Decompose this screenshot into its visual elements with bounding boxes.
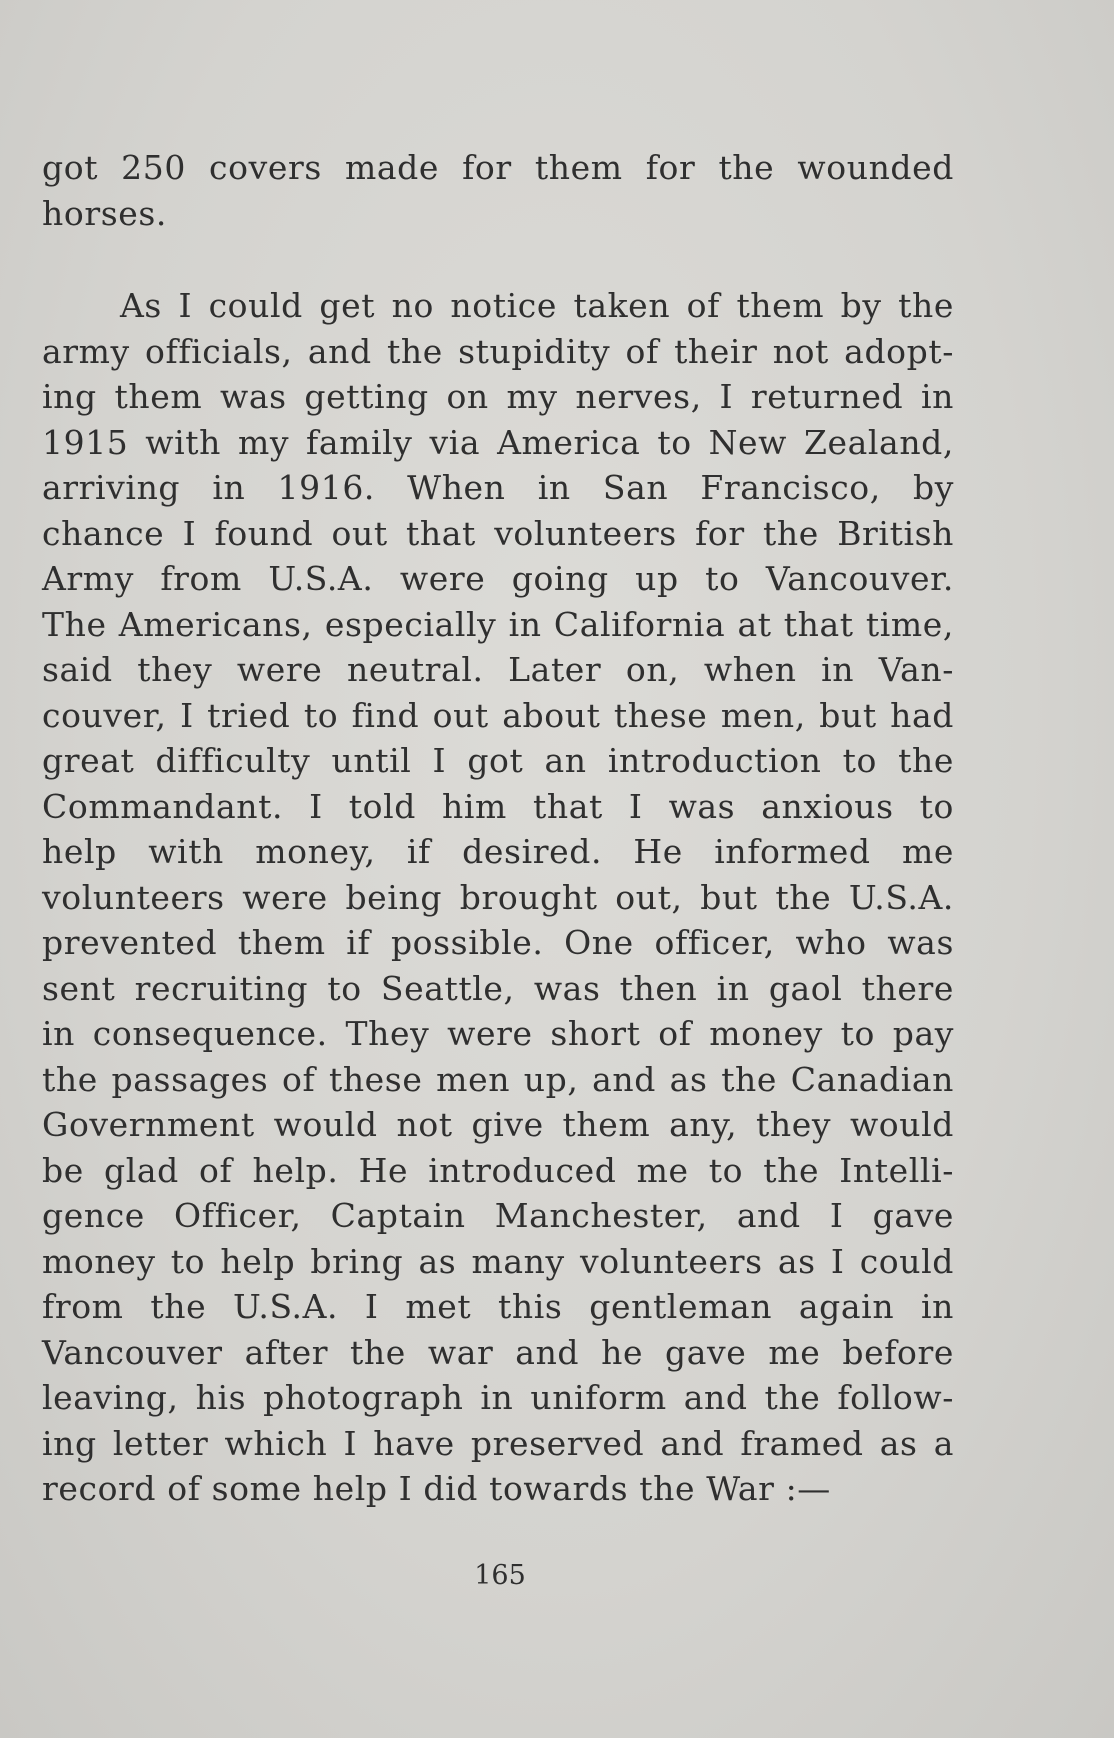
text-line: money to help bring as many volunteers as I could xyxy=(42,1241,954,1281)
text-line: army officials, and the stupidity of their not adopt- xyxy=(42,331,954,371)
paragraph-2 xyxy=(42,283,954,1512)
text-line: Vancouver after the war and he gave me before xyxy=(42,1332,954,1372)
paragraph-1 xyxy=(42,145,954,236)
text-line: leaving, his photograph in uniform and the follow- xyxy=(42,1378,954,1417)
text-line: volunteers were being brought out, but the U.S.A. xyxy=(42,877,954,917)
text-line: record of some help I did towards the War :— xyxy=(42,1469,831,1508)
text-line: ing letter which I have preserved and framed as a xyxy=(42,1423,954,1463)
text-line: sent recruiting to Seattle, was then in gaol there xyxy=(42,968,954,1008)
text-line: arriving in 1916. When in San Francisco, by xyxy=(42,468,954,507)
text-line: from the U.S.A. I met this gentleman again in xyxy=(42,1287,954,1326)
text-line: Government would not give them any, they would xyxy=(42,1105,954,1144)
text-line: help with money, if desired. He informed me xyxy=(42,832,954,871)
text-line: got 250 covers made for them for the wounded xyxy=(42,148,954,187)
text-line: the passages of these men up, and as the Canadian xyxy=(42,1059,954,1099)
text-line: horses. xyxy=(42,193,167,233)
page-number: 165 xyxy=(474,1560,526,1591)
text-line: be glad of help. He introduced me to the Intelli- xyxy=(42,1150,954,1190)
text-line: Commandant. I told him that I was anxious to xyxy=(42,786,954,826)
text-line: gence Officer, Captain Manchester, and I gave xyxy=(42,1196,954,1235)
text-line: The Americans, especially in California at that time, xyxy=(42,604,954,644)
text-line: ing them was getting on my nerves, I returned in xyxy=(42,377,954,416)
text-line: in consequence. They were short of money to pay xyxy=(42,1014,954,1053)
text-line: 1915 with my family via America to New Zealand, xyxy=(42,422,954,462)
text-line: Army from U.S.A. were going up to Vancouver. xyxy=(42,559,954,598)
text-line: prevented them if possible. One officer, who was xyxy=(42,923,954,962)
text-line: great difficulty until I got an introduction to the xyxy=(42,741,954,780)
text-line: As I could get no notice taken of them by the xyxy=(120,286,954,325)
text-line: said they were neutral. Later on, when in Van- xyxy=(42,650,954,689)
text-line: couver, I tried to find out about these men, but had xyxy=(42,695,954,735)
text-line: chance I found out that volunteers for the British xyxy=(42,513,954,553)
